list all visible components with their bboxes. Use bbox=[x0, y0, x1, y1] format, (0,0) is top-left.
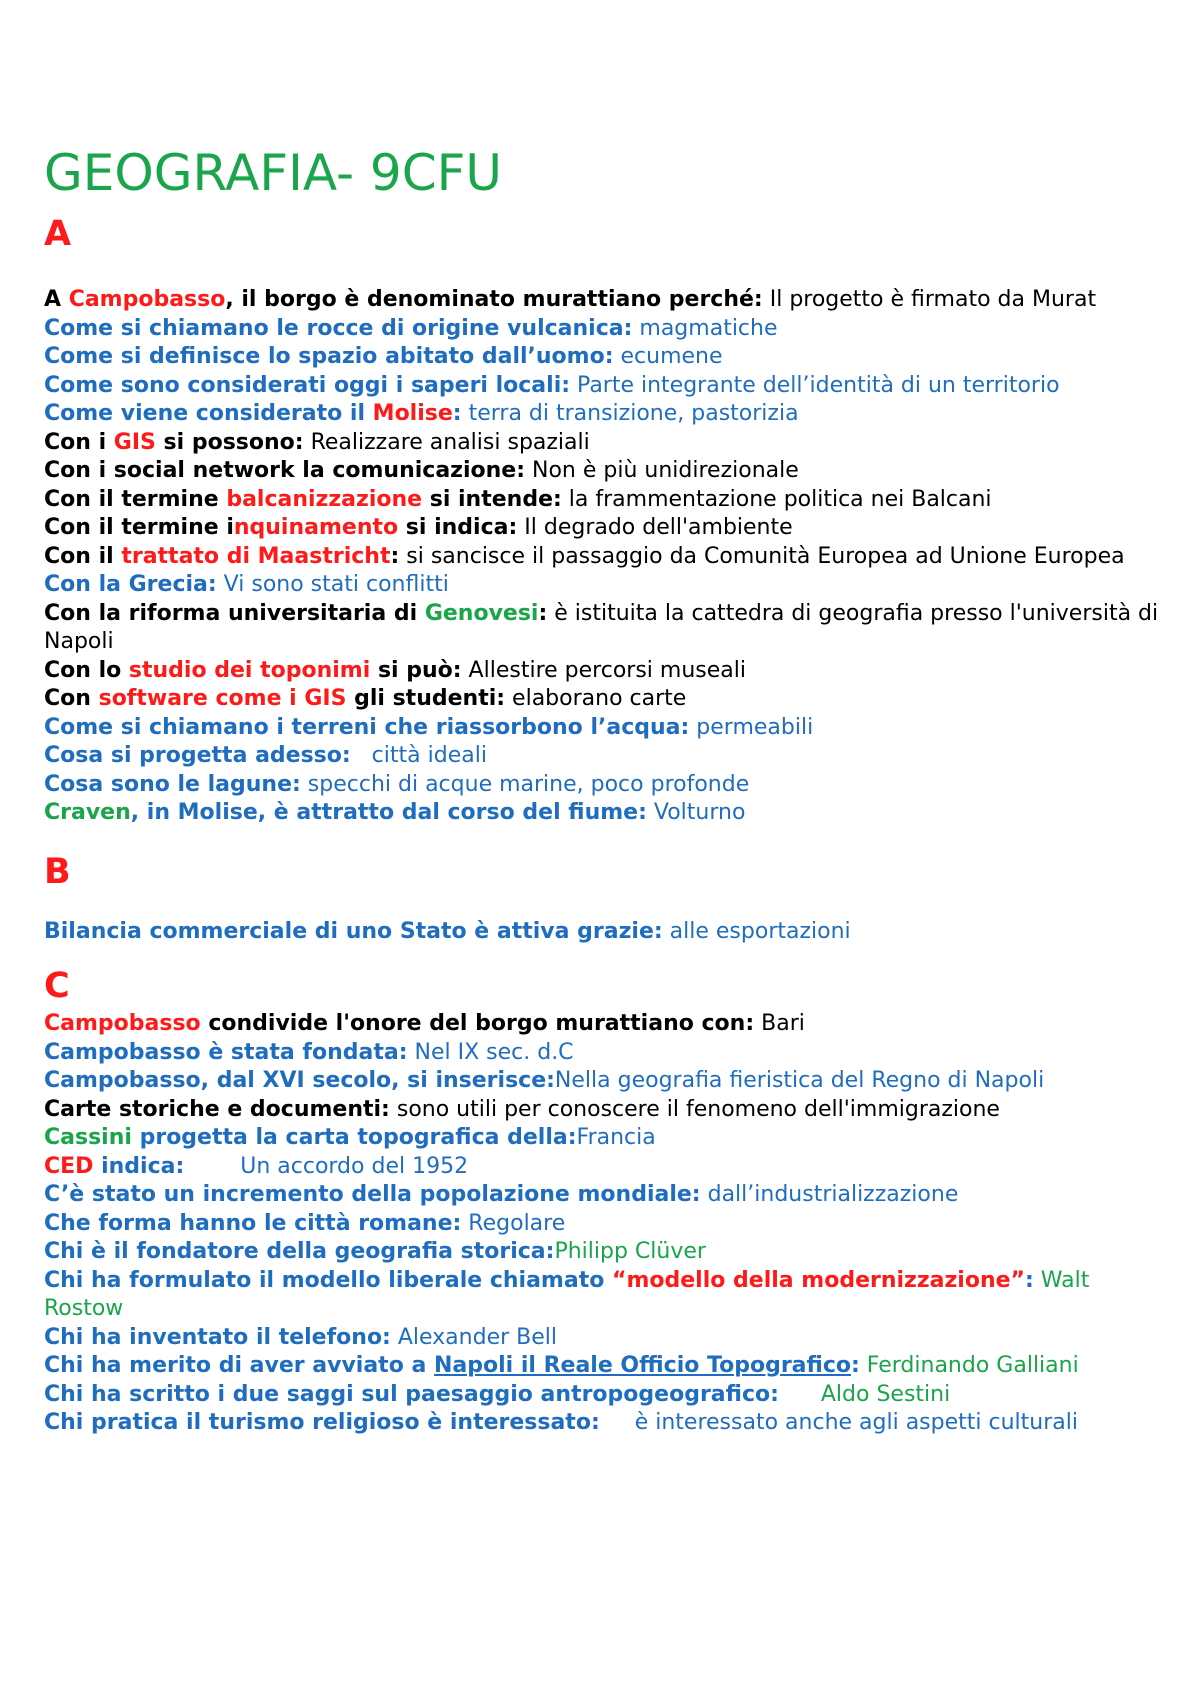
entry-item bbox=[44, 1238, 1174, 1267]
entry-question: Bilancia commerciale di uno Stato è attiva grazie: bbox=[44, 918, 663, 944]
entry-question: Campobasso, dal XVI secolo, si inserisce: bbox=[44, 1068, 555, 1093]
entry-question: si possono: bbox=[155, 429, 304, 455]
entry-question: trattato di Maastricht bbox=[121, 543, 391, 569]
entry-question: Come sono considerati oggi i saperi locali: bbox=[44, 372, 571, 398]
entry-question: software come i GIS bbox=[98, 686, 347, 711]
entry-answer: Il degrado dell'ambiente bbox=[517, 515, 793, 540]
entry-question: CED bbox=[44, 1153, 94, 1179]
entry-answer: Nel IX sec. d.C bbox=[407, 1039, 574, 1065]
entry-question: , il borgo è denominato murattiano perché: bbox=[225, 287, 763, 312]
entry-item bbox=[44, 799, 1174, 828]
entry-list-c bbox=[44, 1010, 1174, 1438]
entry-item bbox=[44, 543, 1174, 572]
entry-item bbox=[44, 1039, 1174, 1068]
entry-question: Genovesi bbox=[424, 600, 539, 626]
entry-answer: la frammentazione politica nei Balcani bbox=[561, 486, 992, 512]
entry-question: Con il termine i bbox=[44, 515, 234, 540]
entry-item bbox=[44, 1067, 1174, 1096]
entry-item bbox=[44, 685, 1174, 714]
entry-question: balcanizzazione bbox=[226, 486, 423, 512]
entry-answer: Il progetto è firmato da Murat bbox=[762, 287, 1097, 312]
entry-question: Con i bbox=[44, 429, 114, 455]
entry-question: Campobasso bbox=[44, 1011, 201, 1036]
entry-question: Con il termine bbox=[44, 486, 227, 512]
entry-question: condivide l'onore del borgo murattiano con: bbox=[200, 1011, 755, 1036]
entry-question: Con la Grecia: bbox=[44, 572, 217, 597]
entry-question: Chi ha scritto i due saggi sul paesaggio antropogeografico: bbox=[44, 1381, 779, 1407]
entry-answer: Nella geografia fieristica del Regno di Napoli bbox=[554, 1068, 1045, 1093]
entry-item bbox=[44, 372, 1174, 401]
entry-question: , in Molise, è attratto dal corso del fiume: bbox=[130, 800, 647, 825]
entry-question: Con la riforma universitaria di bbox=[44, 600, 425, 626]
entry-answer: Bari bbox=[754, 1011, 805, 1036]
entry-question: Craven bbox=[44, 800, 131, 825]
section-letter-b: B bbox=[44, 851, 71, 892]
entry-question: Con i social network la comunicazione: bbox=[44, 458, 526, 483]
entry-answer: ecumene bbox=[613, 344, 723, 369]
entry-list-b bbox=[44, 918, 1174, 947]
entry-answer: sono utili per conoscere il fenomeno dell'immigrazione bbox=[389, 1096, 1000, 1122]
entry-item bbox=[44, 1409, 1174, 1438]
entry-question: : bbox=[1025, 1267, 1034, 1293]
entry-item bbox=[44, 571, 1174, 600]
document-page bbox=[44, 140, 1174, 1438]
entry-item bbox=[44, 400, 1174, 429]
entry-answer: Francia bbox=[576, 1125, 656, 1150]
entry-question: si indica: bbox=[398, 515, 518, 540]
entry-item bbox=[44, 1153, 1174, 1182]
entry-item bbox=[44, 486, 1174, 515]
entry-question: Chi ha inventato il telefono: bbox=[44, 1324, 391, 1350]
entry-item bbox=[44, 742, 1174, 771]
entry-answer: Un accordo del 1952 bbox=[184, 1153, 469, 1179]
entry-answer: si sancisce il passaggio da Comunità Europea ad Unione Europea bbox=[399, 543, 1125, 569]
entry-answer: permeabili bbox=[689, 714, 814, 740]
entry-item bbox=[44, 1381, 1174, 1410]
entry-question: Chi ha merito di aver avviato a bbox=[44, 1353, 434, 1378]
document-title: GEOGRAFIA- 9CFU bbox=[44, 144, 502, 202]
entry-answer: specchi di acque marine, poco profonde bbox=[300, 771, 750, 797]
entry-question: indica: bbox=[93, 1153, 185, 1179]
entry-answer: Regolare bbox=[461, 1210, 566, 1236]
entry-item bbox=[44, 1181, 1174, 1210]
entry-question: GIS bbox=[113, 429, 156, 455]
entry-question: Chi è il fondatore della geografia storica: bbox=[44, 1239, 555, 1264]
entry-item bbox=[44, 918, 1174, 947]
entry-item bbox=[44, 343, 1174, 372]
entry-answer: alle esportazioni bbox=[662, 918, 851, 944]
entry-item bbox=[44, 286, 1174, 315]
entry-question: : bbox=[538, 600, 548, 626]
entry-question: Campobasso è stata fondata: bbox=[44, 1039, 408, 1065]
entry-answer: Non è più unidirezionale bbox=[525, 458, 799, 483]
entry-answer: è interessato anche agli aspetti culturali bbox=[599, 1410, 1078, 1435]
entry-question: Come si chiamano i terreni che riassorbono l’acqua: bbox=[44, 714, 690, 740]
entry-item bbox=[44, 1096, 1174, 1125]
entry-question: : bbox=[850, 1353, 860, 1378]
entry-answer: Philipp Clüver bbox=[554, 1239, 706, 1264]
entry-question: Come si chiamano le rocce di origine vulcanica: bbox=[44, 315, 633, 341]
entry-item bbox=[44, 429, 1174, 458]
entry-answer: Aldo Sestini bbox=[778, 1381, 951, 1407]
entry-item bbox=[44, 1267, 1174, 1324]
entry-question: Cosa sono le lagune: bbox=[44, 771, 301, 797]
entry-question: Chi pratica il turismo religioso è interessato: bbox=[44, 1410, 600, 1435]
entry-list-a bbox=[44, 286, 1174, 828]
entry-question: Che forma hanno le città romane: bbox=[44, 1210, 462, 1236]
entry-answer: terra di transizione, pastorizia bbox=[461, 401, 799, 426]
entry-answer: Realizzare analisi spaziali bbox=[303, 429, 590, 455]
entry-question: Come si definisce lo spazio abitato dall’uomo: bbox=[44, 344, 614, 369]
entry-question: Carte storiche e documenti: bbox=[44, 1096, 390, 1122]
entry-item bbox=[44, 657, 1174, 686]
entry-answer: Vi sono stati conflitti bbox=[216, 572, 449, 597]
entry-answer: Volturno bbox=[646, 800, 746, 825]
entry-question: Come viene considerato il bbox=[44, 401, 373, 426]
entry-question: Con bbox=[44, 686, 99, 711]
entry-answer: Ferdinando Galliani bbox=[859, 1353, 1079, 1378]
entry-question: C’è stato un incremento della popolazione mondiale: bbox=[44, 1182, 701, 1207]
entry-question: si può: bbox=[370, 657, 462, 683]
entry-question: Chi ha formulato il modello liberale chiamato bbox=[44, 1267, 612, 1293]
entry-question: si intende: bbox=[422, 486, 562, 512]
entry-question: “modello della modernizzazione” bbox=[612, 1267, 1025, 1293]
entry-item bbox=[44, 771, 1174, 800]
entry-question: Con lo bbox=[44, 657, 129, 683]
entry-question: progetta la carta topografica della: bbox=[131, 1125, 577, 1150]
entry-question: Campobasso bbox=[68, 287, 226, 312]
entry-answer: Allestire percorsi museali bbox=[461, 657, 746, 683]
entry-question: Napoli il Reale Officio Topografico bbox=[433, 1353, 851, 1378]
entry-item bbox=[44, 457, 1174, 486]
entry-question: Con il bbox=[44, 543, 122, 569]
entry-item bbox=[44, 1124, 1174, 1153]
entry-question: Molise bbox=[372, 401, 453, 426]
entry-answer: dall’industrializzazione bbox=[700, 1182, 959, 1207]
entry-item bbox=[44, 315, 1174, 344]
entry-item bbox=[44, 1010, 1174, 1039]
entry-item bbox=[44, 714, 1174, 743]
section-letter-c: C bbox=[44, 966, 70, 1006]
entry-question: gli studenti: bbox=[346, 686, 506, 711]
entry-item bbox=[44, 1324, 1174, 1353]
entry-answer: Alexander Bell bbox=[390, 1324, 557, 1350]
sections-container bbox=[44, 210, 1174, 1438]
entry-answer: Parte integrante dell’identità di un territorio bbox=[570, 372, 1060, 398]
entry-item bbox=[44, 1210, 1174, 1239]
entry-answer: magmatiche bbox=[632, 315, 778, 341]
entry-question: studio dei toponimi bbox=[128, 657, 371, 683]
section-letter-a: A bbox=[44, 214, 72, 254]
entry-answer: è istituita la cattedra di geografia presso l'università di Napoli bbox=[44, 600, 1166, 654]
entry-question: : bbox=[390, 543, 400, 569]
entry-answer: elaborano carte bbox=[505, 686, 687, 711]
entry-item bbox=[44, 514, 1174, 543]
entry-question: : bbox=[452, 401, 462, 426]
entry-item bbox=[44, 1352, 1174, 1381]
entry-question: Cassini bbox=[44, 1125, 132, 1150]
entry-question: nquinamento bbox=[233, 515, 399, 540]
entry-answer: città ideali bbox=[350, 743, 487, 768]
entry-question: Cosa si progetta adesso: bbox=[44, 743, 351, 768]
entry-question: A bbox=[44, 287, 69, 312]
entry-item bbox=[44, 600, 1174, 657]
entry-answer: Walt Rostow bbox=[44, 1267, 1097, 1321]
